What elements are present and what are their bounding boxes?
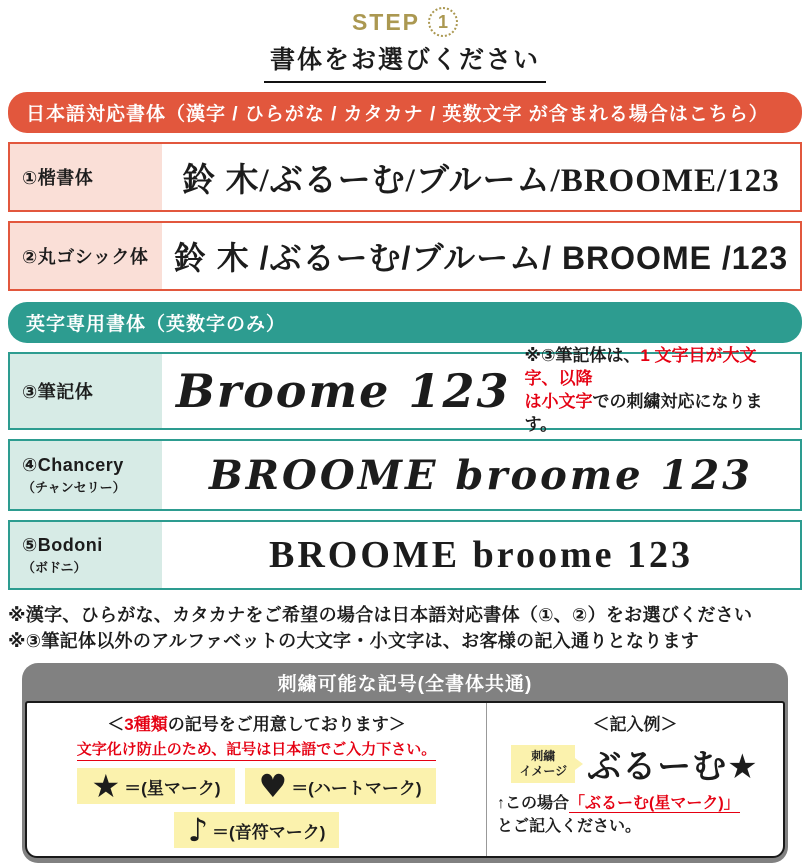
embroidery-tag-line: イメージ [519, 763, 568, 778]
script-note-red-text: は小文字 [524, 392, 593, 411]
step-indicator [8, 6, 802, 38]
symbols-list-title [35, 710, 478, 735]
symbols-input-warning: 文字化け防止のため、記号は日本語でご入力下さい。 [77, 738, 436, 761]
font-label: ④Chancery [22, 454, 124, 475]
heart-icon: ♥ [258, 767, 288, 806]
font-sample-script: Broome 123 [176, 364, 511, 418]
step-number-badge: 1 [428, 7, 458, 37]
page-title: 書体をお選びください [264, 40, 546, 83]
font-row-kaisho [8, 142, 802, 212]
font-sample-cell [162, 441, 800, 509]
font-row-chancery [8, 439, 802, 511]
font-row-script [8, 346, 802, 434]
star-icon: ★ [91, 767, 121, 806]
embroidery-image-tag [511, 745, 575, 783]
japanese-fonts-section-header: 日本語対応書体（漢字 / ひらがな / カタカナ / 英数文字 が含まれる場合はこちら） [8, 92, 802, 133]
example-panel [487, 703, 783, 856]
font-row-bodoni [8, 520, 802, 590]
embroidery-tag-line: 刺繍 [531, 748, 556, 763]
example-caption-red-text: 「ぶるーむ(星マーク)」 [569, 795, 740, 813]
english-fonts-section-header: 英字専用書体（英数字のみ） [8, 302, 802, 343]
usage-note: ※漢字、ひらがな、カタカナをご希望の場合は日本語対応書体（①、②）をお選びください [8, 605, 753, 625]
font-sample-cell [162, 346, 800, 434]
symbol-label: ＝(音符マーク) [212, 822, 326, 842]
script-note-red-text: 1 文字目が大文字、以降 [524, 346, 757, 389]
step-label: STEP [351, 8, 421, 35]
symbols-box-body [25, 701, 785, 858]
font-sample-cell [162, 522, 800, 588]
music-note-icon: ♪ [187, 811, 209, 850]
font-label: ⑤Bodoni [22, 534, 103, 555]
symbol-item-music-note [174, 812, 340, 848]
font-sample-cell [162, 223, 800, 289]
symbols-title-bracket: ＜ [107, 715, 125, 735]
font-sample-marugothic: 鈴 木 /ぶるーむ/ブルーム/ BROOME /123 [173, 240, 789, 276]
symbol-label: ＝(星マーク) [124, 778, 221, 798]
font-label-reading: （ボドニ） [22, 559, 87, 575]
script-case-note [524, 345, 800, 437]
font-label-cell [10, 354, 162, 428]
symbol-item-star [77, 768, 234, 804]
font-label: ③筆記体 [22, 382, 94, 402]
symbols-list-panel [27, 703, 487, 856]
symbols-title-count: 3種類 [124, 715, 168, 735]
example-row [497, 739, 773, 788]
embroiderable-symbols-box [22, 663, 788, 863]
font-label-cell [10, 441, 162, 509]
symbol-grid [35, 768, 478, 848]
embroidery-example-text: ぶるーむ★ [587, 748, 759, 787]
font-sample-cell [162, 144, 800, 210]
font-sample-chancery: BROOME broome 123 [208, 451, 754, 499]
font-label: ②丸ゴシック体 [22, 247, 149, 267]
font-label-reading: （チャンセリー） [22, 479, 126, 495]
example-title: ＜記入例＞ [592, 715, 678, 735]
font-label-cell [10, 522, 162, 588]
font-label-cell [10, 223, 162, 289]
script-note-text: ※③筆記体は、 [524, 346, 641, 366]
example-caption-text: ↑この場合 [497, 795, 570, 813]
font-label: ①楷書体 [22, 168, 94, 188]
usage-note: ※③筆記体以外のアルファベットの大文字・小文字は、お客様の記入通りとなります [8, 631, 700, 652]
usage-notes [8, 602, 802, 654]
font-row-marugothic [8, 221, 802, 291]
example-caption-text: とご記入ください。 [497, 817, 642, 835]
symbol-label: ＝(ハートマーク) [291, 778, 422, 798]
symbols-box-header: 刺繍可能な記号(全書体共通) [277, 674, 533, 696]
font-label-cell [10, 144, 162, 210]
font-sample-bodoni: BROOME broome 123 [269, 534, 693, 576]
example-caption [497, 793, 773, 838]
symbols-title-rest: の記号をご用意しております＞ [167, 715, 406, 735]
symbol-item-heart [245, 768, 436, 804]
script-note-text: での刺繍対応になります。 [524, 392, 763, 434]
font-sample-kaisho: 鈴 木/ぶるーむ/ブルーム/BROOME/123 [182, 162, 780, 199]
